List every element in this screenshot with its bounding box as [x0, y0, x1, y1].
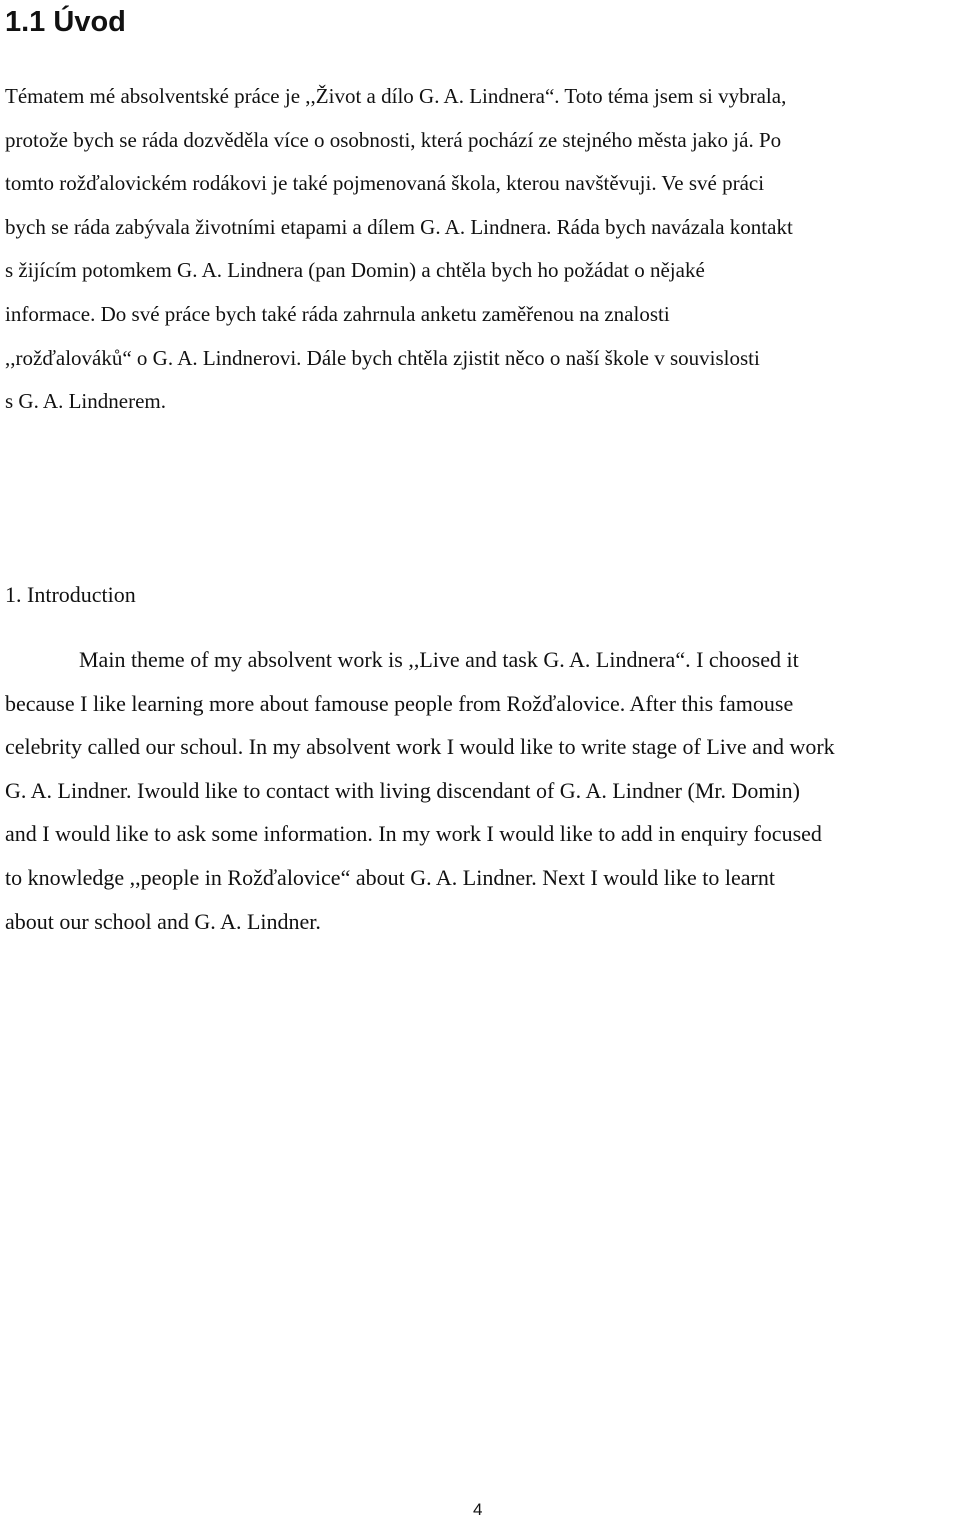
czech-line: tomto rožďalovickém rodákovi je také pojmenovaná škola, kterou navštěvuji. Ve své práci	[5, 171, 765, 196]
czech-line: s žijícím potomkem G. A. Lindnera (pan Domin) a chtěla bych ho požádat o nějaké	[5, 258, 705, 283]
czech-paragraph	[5, 77, 960, 426]
english-section-title: 1. Introduction	[5, 582, 136, 607]
czech-line: protože bych se ráda dozvěděla více o osobnosti, která pochází ze stejného města jako já. Po	[5, 127, 782, 152]
czech-line: ,,rožďalováků“ o G. A. Lindnerovi. Dále bych chtěla zjistit něco o naší škole v souvislosti	[5, 345, 760, 370]
english-line: celebrity called our schoul. In my absolvent work I would like to write stage of Live and work	[5, 734, 835, 760]
english-line: about our school and G. A. Lindner.	[5, 908, 321, 934]
czech-line: bych se ráda zabývala životními etapami a dílem G. A. Lindnera. Ráda bych navázala kontakt	[5, 214, 793, 239]
czech-line: informace. Do své práce bych také ráda zahrnula anketu zaměřenou na znalosti	[5, 301, 670, 326]
english-line: because I like learning more about famouse people from Rožďalovice. After this famouse	[5, 690, 794, 716]
english-line: Main theme of my absolvent work is ,,Live and task G. A. Lindnera“. I choosed it	[79, 647, 799, 672]
english-line: G. A. Lindner. Iwould like to contact with living discendant of G. A. Lindner (Mr. Domin)	[5, 777, 800, 803]
czech-line: s G. A. Lindnerem.	[5, 389, 166, 414]
page-number: 4	[473, 1500, 483, 1519]
english-line: to knowledge ,,people in Rožďalovice“ about G. A. Lindner. Next I would like to learnt	[5, 864, 775, 890]
czech-line: Tématem mé absolventské práce je ,,Život a dílo G. A. Lindnera“. Toto téma jsem si vybrala,	[5, 84, 787, 108]
english-line: and I would like to ask some information. In my work I would like to add in enquiry focused	[5, 821, 822, 847]
english-paragraph	[5, 642, 960, 947]
section-heading: 1.1 Úvod	[5, 6, 126, 38]
